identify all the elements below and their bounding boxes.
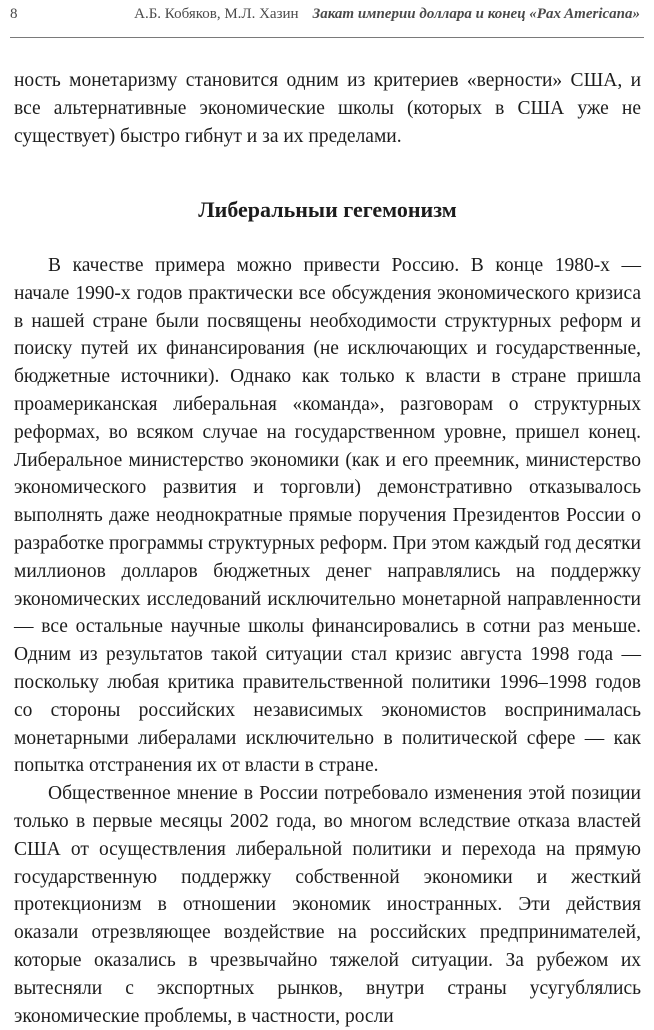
- section-heading: Либеральныи гегемонизм: [198, 197, 457, 222]
- header-authors: А.Б. Кобяков, М.Л. Хазин: [134, 6, 299, 22]
- body-text: [14, 252, 641, 1030]
- continued-paragraph: ность монетаризму становится одним из критериев «верности» США, и все альтернативные экономические школы (которых в США уже не существует) быстро гибнут и за их пределами.: [14, 70, 641, 147]
- header-book-title: Закат империи доллара и конец «Pax Americana»: [312, 6, 640, 22]
- body-paragraph: В качестве примера можно привести Россию. В конце 1980-х — начале 1990-х годов практически все обсуждения экономического кризиса в нашей стране были посвящены необходимости структурных реформ и поиску путей их финансирования (не исключающих и государственные, бюджетные источники). Однако как только к власти в стране пришла проамериканская либеральная «команда», разговорам о структурных реформах, во всяком случае на государственном уровне, пришел конец. Либеральное министерство экономики (как и его преемник, министерство экономического развития и торговли) демонстративно отказывалось выполнять даже неоднократные прямые поручения Президентов России о разработке программы структурных реформ. При этом каждый год десятки миллионов долларов бюджетных денег направлялись на поддержку экономических исследований исключительно монетарной направленности — все остальные научные школы финансировались в сотни раз меньше. Одним из результатов такой ситуации стал кризис августа 1998 года — поскольку любая критика правительственной политики 1996–1998 годов со стороны российских независимых экономистов воспринималась монетарными либералами исключительно в политической сфере — как попытка отстранения их от власти в стране.: [14, 255, 641, 777]
- body-paragraph: Общественное мнение в России потребовало изменения этой позиции только в первые месяцы 2002 года, во многом вследствие отказа властей США от осуществления либеральной политики и перехода на прямую государственную поддержку собственной экономики и жесткий протекционизм в отношении экономик иностранных. Эти действия оказали отрезвляющее воздействие на российских предпринимателей, которые оказались в чрезвычайно тяжелой ситуации. За рубежом их вытесняли с экспортных рынков, внутри страны усугублялись экономические проблемы, в частности, росли: [14, 783, 641, 1027]
- running-header: [10, 6, 640, 28]
- header-divider: [10, 37, 644, 38]
- page-number: 8: [10, 6, 18, 22]
